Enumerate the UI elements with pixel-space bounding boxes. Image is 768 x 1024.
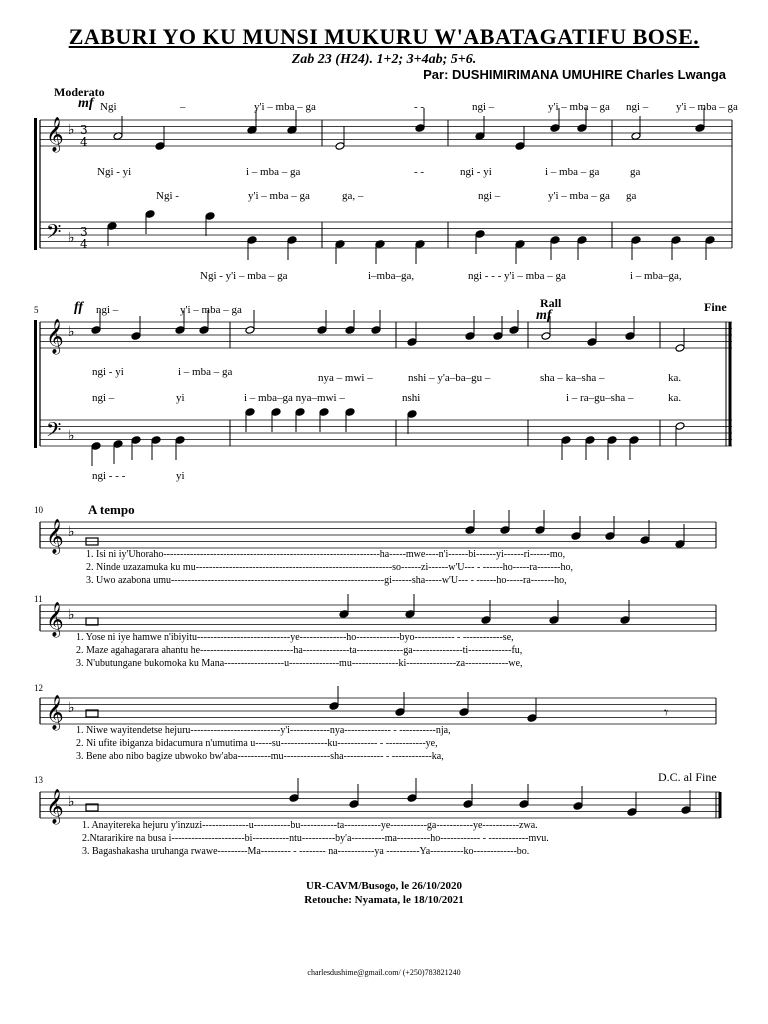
notehead xyxy=(607,436,617,445)
notehead xyxy=(681,806,691,815)
breve-note xyxy=(86,618,98,625)
notehead xyxy=(561,436,571,445)
notehead xyxy=(625,332,635,341)
notehead xyxy=(527,714,537,723)
lyric-s2-bass-1: ngi - - - xyxy=(92,470,126,482)
notehead xyxy=(247,236,257,245)
dc-al-fine-marking: D.C. al Fine xyxy=(658,770,717,784)
lyric-s2-tenor-2: yi xyxy=(176,392,185,404)
eighth-rest-icon: 𝄾 xyxy=(664,703,669,722)
notehead xyxy=(705,236,715,245)
lyric-s1-alto-1: Ngi - yi xyxy=(97,166,132,178)
lyric-s2-tenor-3: i – mba–ga nya–mwi – xyxy=(244,392,345,404)
treble-clef-icon: 𝄞 xyxy=(46,117,64,152)
notehead xyxy=(605,532,615,541)
notehead xyxy=(407,338,417,347)
notehead xyxy=(627,808,637,817)
treble-clef-icon: 𝄞 xyxy=(46,789,64,824)
flat-icon: ♭ xyxy=(68,607,75,623)
lyric-s1-soprano-2: – xyxy=(180,101,186,113)
notehead xyxy=(339,610,349,619)
notehead xyxy=(459,708,469,717)
dynamic-marking: ff xyxy=(74,300,84,315)
notehead xyxy=(245,408,255,417)
notehead xyxy=(671,236,681,245)
notehead xyxy=(349,800,359,809)
notehead xyxy=(405,610,415,619)
notehead xyxy=(271,408,281,417)
notehead xyxy=(295,408,305,417)
bass-clef-icon: 𝄢 xyxy=(46,418,62,446)
notehead xyxy=(631,236,641,245)
notehead xyxy=(415,124,425,133)
notehead xyxy=(515,240,525,249)
verse-line: 3. Bene abo nibo bagize ubwoko bw'aba----------mu--------------sha------------ - ------------ka, xyxy=(76,751,444,762)
notehead xyxy=(519,800,529,809)
fine-marking: Fine xyxy=(704,300,727,314)
notehead xyxy=(463,800,473,809)
notehead xyxy=(145,210,155,219)
tempo-marking: Moderato xyxy=(54,85,105,99)
notehead xyxy=(407,410,417,419)
notehead xyxy=(113,440,123,449)
notehead xyxy=(329,702,339,711)
lyric-s1-soprano-4: - - xyxy=(414,101,425,113)
lyric-s1-tenor-5: y'i – mba – ga xyxy=(548,190,610,202)
notehead xyxy=(465,332,475,341)
lyric-s1-soprano-8: y'i – mba – ga xyxy=(676,101,738,113)
lyric-s1-soprano-1: Ngi xyxy=(100,101,117,113)
verse-line: 1. Yose ni iye hamwe n'ibiyitu----------------------------ye--------------ho-------------byo------------ - ------------se, xyxy=(76,632,514,643)
notehead xyxy=(131,332,141,341)
notehead xyxy=(629,436,639,445)
contact-line: charlesdushime@gmail.com/ (+250)783821240 xyxy=(307,968,461,977)
lyric-s1-tenor-1: Ngi - xyxy=(156,190,179,202)
notehead xyxy=(107,222,117,231)
measure-number: 5 xyxy=(34,305,39,315)
lyric-s2-bass-2: yi xyxy=(176,470,185,482)
notehead xyxy=(407,794,417,803)
lyric-s2-tenor-4: nshi xyxy=(402,392,421,404)
verse-line: 3. Bagashakasha uruhanga rwawe---------Ma--------- - -------- na-----------ya ----------Ya----------ko-------------bo. xyxy=(82,846,530,857)
time-signature: 4 xyxy=(80,237,88,251)
footer-place-date: UR-CAVM/Busogo, le 26/10/2020 xyxy=(306,880,462,892)
verse-line: 1. Niwe wayitendetse hejuru---------------------------y'i------------nya-------------- - -----------nja, xyxy=(76,725,451,736)
lyric-s2-soprano-1: ngi – xyxy=(96,304,119,316)
time-signature: 3 xyxy=(80,123,88,137)
lyric-s2-tenor-5: i – ra–gu–sha – xyxy=(566,392,634,404)
rall-marking: Rall xyxy=(540,296,562,310)
verse-line: 3. N'ubutungane bukomoka ku Mana------------------u---------------mu--------------ki---------------za-------------we, xyxy=(76,658,523,669)
notehead xyxy=(335,142,345,151)
notehead xyxy=(549,616,559,625)
notehead xyxy=(175,436,185,445)
lyric-s1-bass-2: i–mba–ga, xyxy=(368,270,415,282)
footer-retouche: Retouche: Nyamata, le 18/10/2021 xyxy=(304,894,464,906)
notehead xyxy=(131,436,141,445)
system-bracket xyxy=(34,118,37,250)
lyric-s1-alto-4: ngi - yi xyxy=(460,166,492,178)
notehead xyxy=(675,422,685,431)
notehead xyxy=(375,240,385,249)
flat-icon: ♭ xyxy=(68,524,75,540)
notehead xyxy=(493,332,503,341)
verse-line: 2. Maze agahagarara ahantu he----------------------------ha--------------ta--------------ga---------------ti-------------fu, xyxy=(76,645,523,656)
notehead xyxy=(620,616,630,625)
lyric-s1-bass-4: i – mba–ga, xyxy=(630,270,682,282)
notehead xyxy=(345,326,355,335)
lyric-s2-soprano-2: y'i – mba – ga xyxy=(180,304,242,316)
time-signature: 4 xyxy=(80,135,88,149)
notehead xyxy=(289,794,299,803)
lyric-s2-alto-5: sha – ka–sha – xyxy=(540,372,605,384)
notehead xyxy=(395,708,405,717)
flat-icon: ♭ xyxy=(68,122,75,138)
notehead xyxy=(465,526,475,535)
notehead xyxy=(175,326,185,335)
flat-icon: ♭ xyxy=(68,428,75,444)
notehead xyxy=(319,408,329,417)
notehead xyxy=(205,212,215,221)
notehead xyxy=(475,230,485,239)
notehead xyxy=(91,326,101,335)
lyric-s1-tenor-2: y'i – mba – ga xyxy=(248,190,310,202)
treble-clef-icon: 𝄞 xyxy=(46,695,64,730)
notehead xyxy=(550,236,560,245)
notehead xyxy=(317,326,327,335)
composer-credit: Par: DUSHIMIRIMANA UMUHIRE Charles Lwanga xyxy=(423,67,726,82)
bass-clef-icon: 𝄢 xyxy=(46,220,62,248)
notehead xyxy=(640,536,650,545)
notehead xyxy=(155,142,165,151)
lyric-s1-bass-3: ngi - - - y'i – mba – ga xyxy=(468,270,566,282)
measure-number: 10 xyxy=(34,505,43,515)
time-signature: 3 xyxy=(80,225,88,239)
verse-line: 2. Ninde uzazamuka ku mu-----------------------------------------------------------so------zi------w'U--- - ------ho-----ra-------ho, xyxy=(86,562,574,573)
lyric-s1-soprano-6: y'i – mba – ga xyxy=(548,101,610,113)
lyric-s1-tenor-3: ga, – xyxy=(342,190,364,202)
notehead xyxy=(695,124,705,133)
verse-line: 2.Ntararikire na busa i----------------------bi-----------ntu----------by'a----------ma----------ho------------ - ------------mvu. xyxy=(82,833,549,844)
treble-clef-icon: 𝄞 xyxy=(46,602,64,637)
treble-clef-icon: 𝄞 xyxy=(46,519,64,554)
lyric-s1-alto-5: i – mba – ga xyxy=(545,166,600,178)
treble-clef-icon: 𝄞 xyxy=(46,319,64,354)
notehead xyxy=(675,540,685,549)
verse-line: 1. Isi ni iy'Uhoraho-----------------------------------------------------------------ha-----mwe----n'i------bi------yi------ri------mo, xyxy=(86,549,566,560)
notehead xyxy=(287,236,297,245)
notehead xyxy=(535,526,545,535)
dynamic-marking: mf xyxy=(78,96,94,111)
notehead xyxy=(500,526,510,535)
lyric-s1-soprano-5: ngi – xyxy=(472,101,495,113)
notehead xyxy=(515,142,525,151)
measure-number: 12 xyxy=(34,683,43,693)
notehead xyxy=(199,326,209,335)
verse-line: 2. Ni ufite ibiganza bidacumura n'umutima u-----su--------------ku------------ - ------------ye, xyxy=(76,738,438,749)
notehead xyxy=(675,344,685,353)
notehead xyxy=(371,326,381,335)
notehead xyxy=(481,616,491,625)
lyric-s1-alto-6: ga xyxy=(630,166,641,178)
notehead xyxy=(91,442,101,451)
lyric-s1-tenor-4: ngi – xyxy=(478,190,501,202)
flat-icon: ♭ xyxy=(68,324,75,340)
notehead xyxy=(577,236,587,245)
notehead xyxy=(585,436,595,445)
notehead xyxy=(577,124,587,133)
flat-icon: ♭ xyxy=(68,794,75,810)
lyric-s2-alto-4: nshi – y'a–ba–gu – xyxy=(408,372,491,384)
notehead xyxy=(541,332,551,341)
notehead xyxy=(571,532,581,541)
lyric-s1-alto-2: i – mba – ga xyxy=(246,166,301,178)
notehead xyxy=(573,802,583,811)
lyric-s2-tenor-1: ngi – xyxy=(92,392,115,404)
lyric-s1-alto-3: - - xyxy=(414,166,425,178)
measure-number: 11 xyxy=(34,594,43,604)
lyric-s2-alto-6: ka. xyxy=(668,372,682,384)
verse-line: 1. Anayitereka hejuru y'inzuzi--------------u-----------bu-----------ta-----------ye-----------ga-----------ye-----------zwa. xyxy=(82,820,538,831)
measure-number: 13 xyxy=(34,775,43,785)
dynamic-marking-2: mf xyxy=(536,308,552,323)
notehead xyxy=(345,408,355,417)
flat-icon: ♭ xyxy=(68,230,75,246)
notehead xyxy=(335,240,345,249)
notehead xyxy=(587,338,597,347)
verse-line: 3. Uwo azabona umu----------------------------------------------------------------gi------sha-----w'U--- - ------ho-----ra-------ho, xyxy=(86,575,567,586)
score-title: ZABURI YO KU MUNSI MUKURU W'ABATAGATIFU BOSE. xyxy=(68,24,700,49)
system-bracket xyxy=(34,320,37,448)
notehead xyxy=(509,326,519,335)
lyric-s2-tenor-6: ka. xyxy=(668,392,682,404)
lyric-s2-alto-2: i – mba – ga xyxy=(178,366,233,378)
notehead xyxy=(550,124,560,133)
score-subtitle: Zab 23 (H24). 1+2; 3+4ab; 5+6. xyxy=(291,52,477,67)
notehead xyxy=(245,326,255,335)
lyric-s2-alto-1: ngi - yi xyxy=(92,366,124,378)
flat-icon: ♭ xyxy=(68,700,75,716)
lyric-s1-bass-1: Ngi - y'i – mba – ga xyxy=(200,270,288,282)
notehead xyxy=(151,436,161,445)
tempo-marking: A tempo xyxy=(88,502,135,517)
lyric-s1-soprano-7: ngi – xyxy=(626,101,649,113)
notehead xyxy=(415,240,425,249)
lyric-s1-tenor-6: ga xyxy=(626,190,637,202)
lyric-s2-alto-3: nya – mwi – xyxy=(318,372,373,384)
lyric-s1-soprano-3: y'i – mba – ga xyxy=(254,101,316,113)
